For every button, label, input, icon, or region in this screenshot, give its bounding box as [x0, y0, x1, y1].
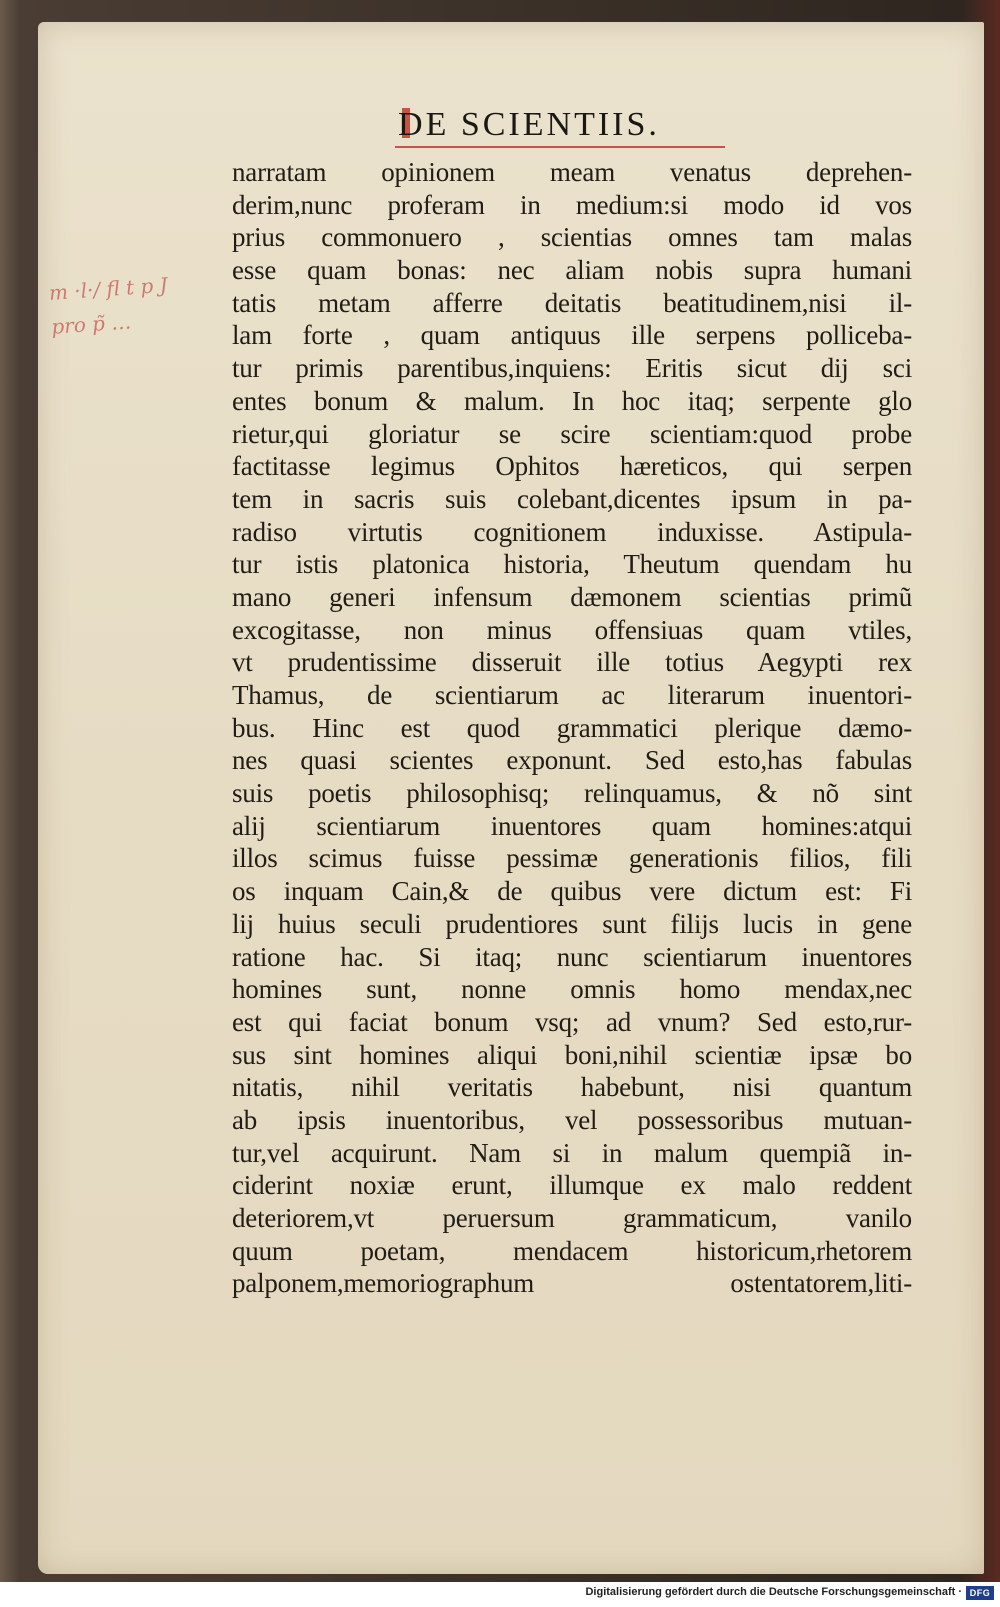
running-head — [398, 106, 660, 144]
text-line: ab ipsis inuentoribus, vel possessoribus mutuan- — [232, 1104, 912, 1135]
text-line: bus. Hinc est quod grammatici plerique dæmo- — [232, 712, 912, 743]
text-line: prius commonuero , scientias omnes tam malas — [232, 222, 912, 253]
text-line: ratione hac. Si itaq; nunc scientiarum inuentores — [232, 941, 912, 972]
text-line: Thamus, de scientiarum ac literarum inuentori- — [232, 680, 912, 710]
running-head-initial: D — [398, 106, 426, 143]
text-line: tur primis parentibus,inquiens: Eritis sicut dij sci — [232, 353, 912, 384]
text-line: derim,nunc proferam in medium:si modo id vos — [232, 189, 912, 220]
text-line: nitatis, nihil veritatis habebunt, nisi quantum — [232, 1072, 912, 1103]
running-head-text: E SCIENTIIS. — [425, 106, 660, 143]
text-line: tur,vel acquirunt. Nam si in malum quempiã in- — [232, 1137, 912, 1168]
text-line: radiso virtutis cognitionem induxisse. Astipula- — [232, 516, 912, 547]
text-line: factitasse legimus Ophitos hæreticos, qui serpen — [232, 451, 912, 482]
footer-credit: Digitalisierung gefördert durch die Deutsche Forschungsgemeinschaft · — [585, 1586, 962, 1598]
text-line: homines sunt, nonne omnis homo mendax,nec — [232, 974, 912, 1005]
text-line: mano generi infensum dæmonem scientias primũ — [232, 581, 912, 612]
text-line: narratam opinionem meam venatus deprehen- — [232, 157, 912, 187]
text-line: alij scientiarum inuentores quam homines:atqui — [232, 810, 912, 841]
text-line: entes bonum & malum. In hoc itaq; serpente glo — [232, 385, 912, 416]
dfg-logo: DFG — [966, 1586, 994, 1600]
margin-note-line: m ·l·/ fl t p J — [48, 272, 169, 305]
text-line: vt prudentissime disseruit ille totius Aegypti rex — [232, 647, 912, 678]
text-line: illos scimus fuisse pessimæ generationis filios, fili — [232, 843, 912, 874]
text-line: suis poetis philosophisq; relinquamus, & nõ sint — [232, 778, 912, 809]
text-line: tem in sacris suis colebant,dicentes ipsum in pa- — [232, 483, 912, 514]
text-line: palponem,memoriographum ostentatorem,liti- — [232, 1268, 912, 1299]
text-line: nes quasi scientes exponunt. Sed esto,has fabulas — [232, 745, 912, 776]
margin-note-line: pro p̃ … — [50, 309, 132, 339]
text-line: tatis metam afferre deitatis beatitudinem,nisi il- — [232, 287, 912, 318]
text-line: quum poetam, mendacem historicum,rhetorem — [232, 1235, 912, 1266]
text-line: lam forte , quam antiquus ille serpens polliceba- — [232, 320, 912, 351]
text-line: deteriorem,vt peruersum grammaticum, vanilo — [232, 1203, 912, 1233]
text-line: lij huius seculi prudentiores sunt filijs lucis in gene — [232, 908, 912, 939]
text-line: sus sint homines aliqui boni,nihil scientiæ ipsæ bo — [232, 1039, 912, 1070]
text-line: esse quam bonas: nec aliam nobis supra humani — [232, 255, 912, 286]
text-line: excogitasse, non minus offensiuas quam vtiles, — [232, 614, 912, 645]
body-text — [232, 156, 912, 1300]
text-line: est qui faciat bonum vsq; ad vnum? Sed esto,rur- — [232, 1006, 912, 1037]
running-head-rule — [395, 146, 725, 148]
margin-annotation — [48, 264, 222, 344]
text-line: rietur,qui gloriatur se scire scientiam:quod probe — [232, 418, 912, 449]
text-line: ciderint noxiæ erunt, illumque ex malo reddent — [232, 1170, 912, 1201]
text-line: tur istis platonica historia, Theutum quendam hu — [232, 549, 912, 580]
text-line: os inquam Cain,& de quibus vere dictum est: Fi — [232, 876, 912, 907]
